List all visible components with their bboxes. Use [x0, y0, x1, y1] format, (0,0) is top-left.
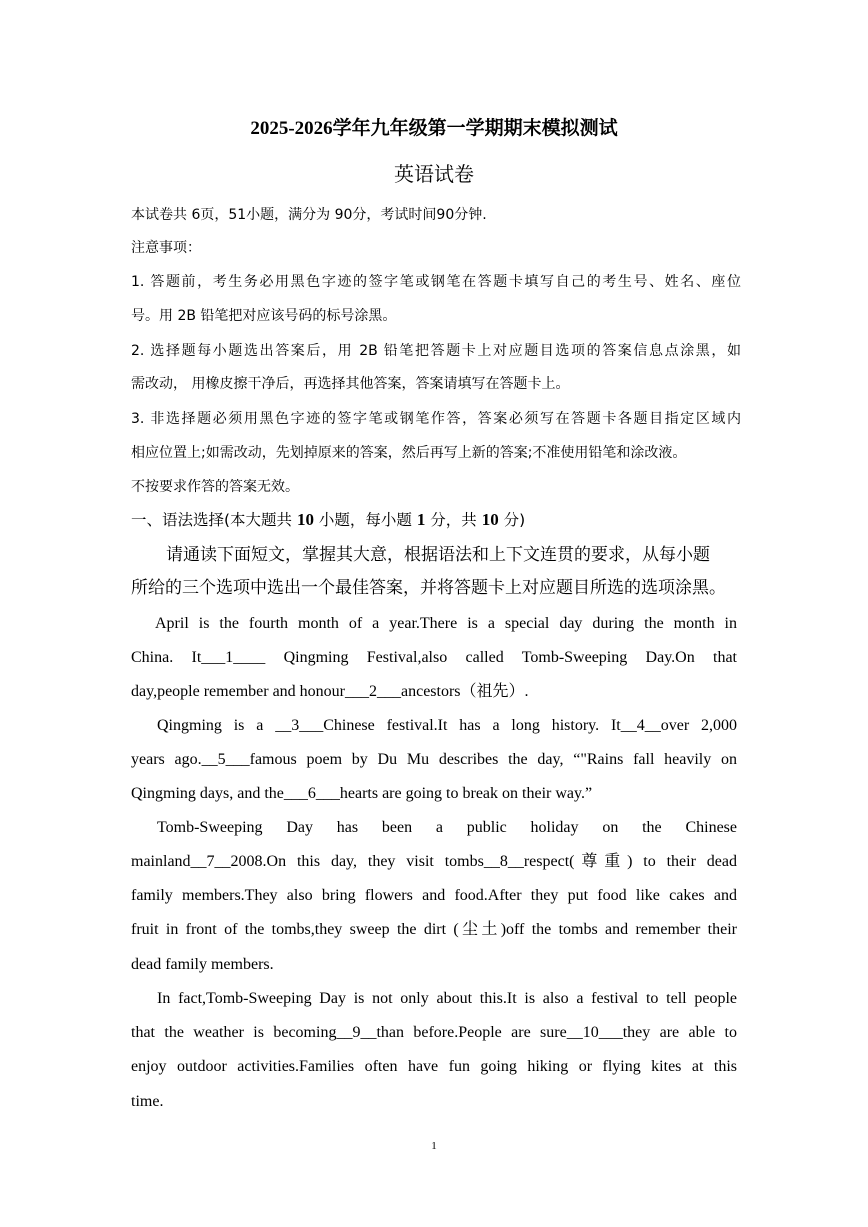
note-3-line-3: 不按要求作答的答案无效。	[131, 479, 299, 495]
passage-line: enjoy outdoor activities.Families often have fun going hiking or flying kites at this	[131, 1058, 737, 1075]
notice-heading: 注意事项：	[131, 240, 201, 256]
passage-line: years ago.__5___famous poem by Du Mu describes the day, “"Rains fall heavily on	[131, 751, 737, 768]
section-heading: 一、语法选择(本大题共 10 小题，每小题 1 分，共 10 分)	[131, 510, 526, 529]
exam-title: 2025-2026学年九年级第一学期期末模拟测试	[250, 118, 618, 139]
passage-line: fruit in front of the tombs,they sweep the dirt (尘土)off the tombs and remember their	[131, 921, 737, 938]
exam-subtitle: 英语试卷	[394, 162, 474, 186]
passage-line: Qingming days, and the___6___hearts are going to break on their way.”	[131, 785, 593, 802]
passage-line: Qingming is a __3___Chinese festival.It has a long history. It__4__over 2,000	[157, 717, 737, 734]
passage-line: mainland__7__2008.On this day, they visit tombs__8__respect(尊重) to their dead	[131, 853, 737, 870]
passage-line: China. It___1____ Qingming Festival,also called Tomb-Sweeping Day.On that	[131, 649, 737, 666]
exam-summary: 本试卷共 6页，51小题，满分为 90分，考试时间90分钟.	[131, 207, 487, 223]
passage-line: In fact,Tomb-Sweeping Day is not only about this.It is also a festival to tell people	[157, 990, 737, 1007]
note-1-line-1: 1. 答题前，考生务必用黑色字迹的签字笔或钢笔在答题卡填写自己的考生号、姓名、座位	[131, 274, 741, 290]
passage-line: Tomb-Sweeping Day has been a public holiday on the Chinese	[157, 819, 737, 836]
section-instruction-line-1: 请通读下面短文，掌握其大意，根据语法和上下文连贯的要求，从每小题	[166, 545, 710, 565]
note-2-line-1: 2. 选择题每小题选出答案后，用 2B 铅笔把答题卡上对应题目选项的答案信息点涂黑，如	[131, 343, 741, 359]
passage-line: family members.They also bring flowers and food.After they put food like cakes and	[131, 887, 737, 904]
note-3-line-1: 3. 非选择题必须用黑色字迹的签字笔或钢笔作答，答案必须写在答题卡各题目指定区域内	[131, 411, 741, 427]
passage-line: that the weather is becoming__9__than before.People are sure__10___they are able to	[131, 1024, 737, 1041]
note-2-line-2: 需改动， 用橡皮擦干净后，再选择其他答案，答案请填写在答题卡上。	[131, 376, 570, 392]
note-1-line-2: 号。用 2B 铅笔把对应该号码的标号涂黑。	[131, 308, 397, 324]
passage-line: dead family members.	[131, 956, 274, 973]
section-instruction-line-2: 所给的三个选项中选出一个最佳答案，并将答题卡上对应题目所选的选项涂黑。	[131, 578, 726, 598]
passage-line: April is the fourth month of a year.There is a special day during the month in	[155, 615, 737, 632]
passage-line: time.	[131, 1093, 164, 1110]
page-number: 1	[431, 1140, 437, 1152]
passage-line: day,people remember and honour___2___ancestors（祖先）.	[131, 683, 529, 700]
note-3-line-2: 相应位置上;如需改动，先划掉原来的答案，然后再写上新的答案;不准使用铅笔和涂改液。	[131, 445, 687, 461]
